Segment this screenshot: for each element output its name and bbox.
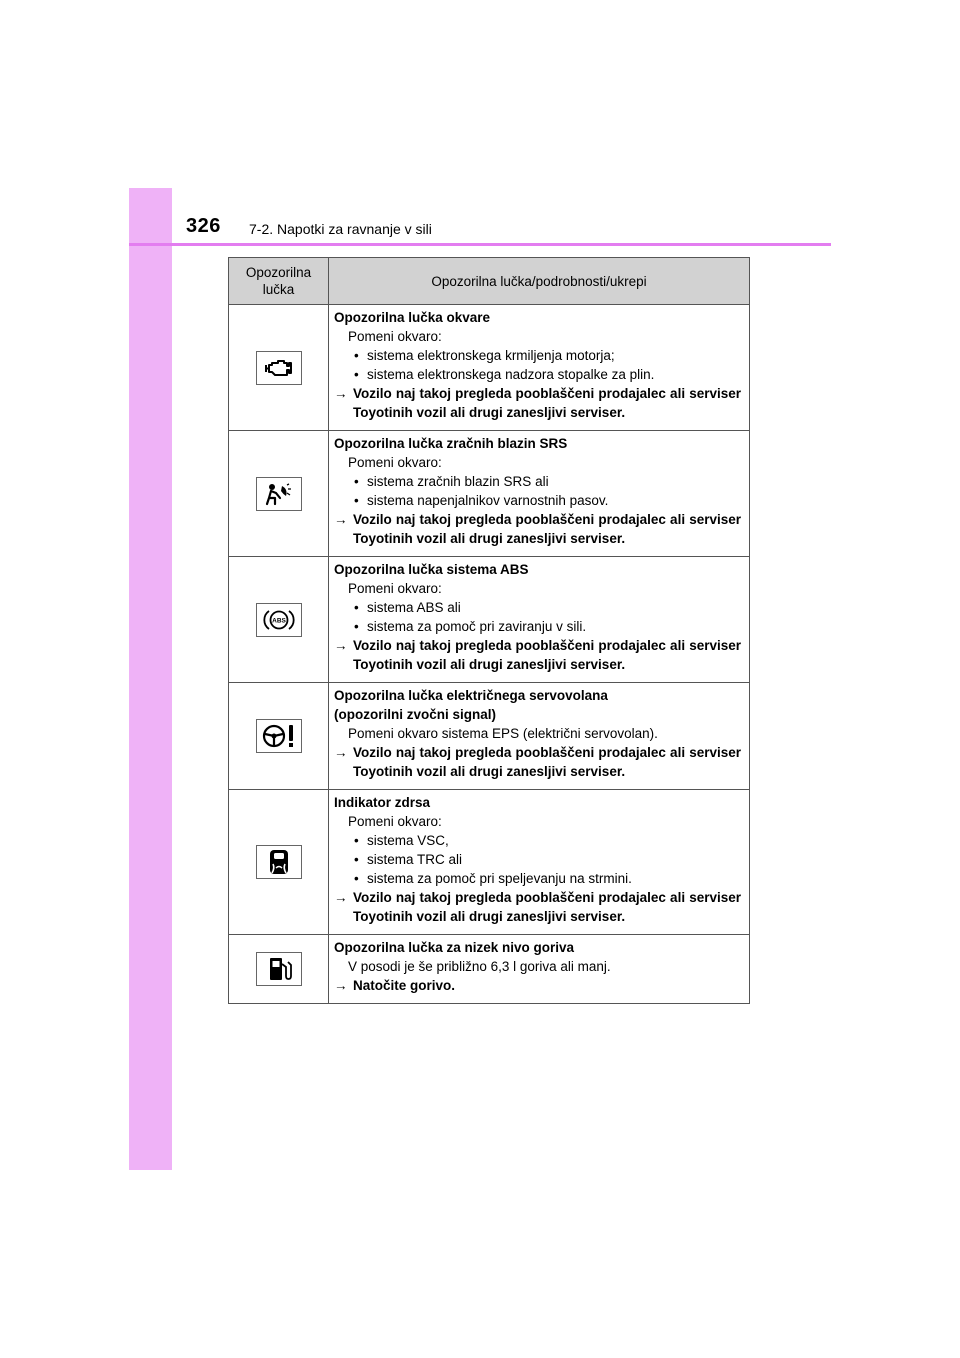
slip-indicator-icon [256,845,302,879]
bullet-item: • sistema TRC ali [334,850,741,869]
icon-cell [229,683,329,790]
power-steering-icon [256,719,302,753]
table-row [229,790,750,935]
warning-title: Indikator zdrsa [334,795,431,810]
warning-description: Pomeni okvaro: [348,814,442,829]
warning-description: Pomeni okvaro: [348,581,442,596]
warning-description: V posodi je še približno 6,3 l goriva ali manj. [348,959,611,974]
icon-cell [229,305,329,431]
action-text: Vozilo naj takoj pregleda pooblaščeni prodajalec ali serviser Toyotinih vozil ali drugi zanesljivi serviser. [353,386,741,420]
action-line [334,384,741,422]
details-cell [329,790,750,935]
abs-icon [256,603,302,637]
warning-description: Pomeni okvaro: [348,455,442,470]
bullet-item: • sistema elektronskega krmiljenja motorja; [334,346,741,365]
low-fuel-icon [256,952,302,986]
icon-cell [229,790,329,935]
arrow-icon: → [334,638,348,653]
warning-title-line2: (opozorilni zvočni signal) [334,707,496,722]
action-line [334,636,741,674]
warning-title: Opozorilna lučka okvare [334,310,491,325]
side-color-band [129,188,172,1170]
bullet-item: • sistema ABS ali [334,598,741,617]
action-text: Vozilo naj takoj pregleda pooblaščeni prodajalec ali serviser Toyotinih vozil ali drugi zanesljivi serviser. [353,638,741,672]
action-text: Vozilo naj takoj pregleda pooblaščeni prodajalec ali serviser Toyotinih vozil ali drugi zanesljivi serviser. [353,512,741,546]
table-row [229,683,750,790]
warning-title: Opozorilna lučka zračnih blazin SRS [334,436,568,451]
table-row [229,557,750,683]
icon-cell [229,431,329,557]
table-header-row [229,258,750,305]
action-line [334,976,741,995]
table-row [229,935,750,1004]
bullet-item: • sistema napenjalnikov varnostnih pasov. [334,491,741,510]
warning-title: Opozorilna lučka za nizek nivo goriva [334,940,575,955]
arrow-icon: → [334,386,348,401]
arrow-icon: → [334,890,348,905]
warning-lights-table [228,257,750,1004]
action-line [334,510,741,548]
bullet-item: • sistema elektronskega nadzora stopalke za plin. [334,365,741,384]
arrow-icon: → [334,512,348,527]
details-cell [329,431,750,557]
bullet-item: • sistema za pomoč pri speljevanju na strmini. [334,869,741,888]
action-text: Vozilo naj takoj pregleda pooblaščeni prodajalec ali serviser Toyotinih vozil ali drugi zanesljivi serviser. [353,890,741,924]
icon-cell [229,557,329,683]
icon-cell [229,935,329,1004]
details-cell [329,557,750,683]
action-text: Vozilo naj takoj pregleda pooblaščeni prodajalec ali serviser Toyotinih vozil ali drugi zanesljivi serviser. [353,745,741,779]
table-row [229,431,750,557]
details-cell [329,305,750,431]
bullet-item: • sistema zračnih blazin SRS ali [334,472,741,491]
page-number: 326 [186,215,221,237]
abs-icon-label: ABS [271,617,286,624]
warning-title: Opozorilna lučka sistema ABS [334,562,529,577]
header-details-column: Opozorilna lučka/podrobnosti/ukrepi [329,258,750,305]
bullet-item: • sistema za pomoč pri zaviranju v sili. [334,617,741,636]
srs-airbag-icon [256,477,302,511]
table-row [229,305,750,431]
warning-description: Pomeni okvaro sistema EPS (električni servovolan). [348,726,658,741]
check-engine-icon [256,351,302,385]
action-line [334,743,741,781]
arrow-icon: → [334,978,348,993]
details-cell [329,683,750,790]
bullet-item: • sistema VSC, [334,831,741,850]
section-title: 7-2. Napotki za ravnanje v sili [249,221,432,237]
action-text: Natočite gorivo. [353,978,456,993]
warning-title: Opozorilna lučka električnega servovolana [334,688,608,703]
warning-description: Pomeni okvaro: [348,329,442,344]
details-cell [329,935,750,1004]
header-icon-column: Opozorilna lučka [229,258,329,305]
action-line [334,888,741,926]
arrow-icon: → [334,745,348,760]
header-rule [129,243,831,246]
